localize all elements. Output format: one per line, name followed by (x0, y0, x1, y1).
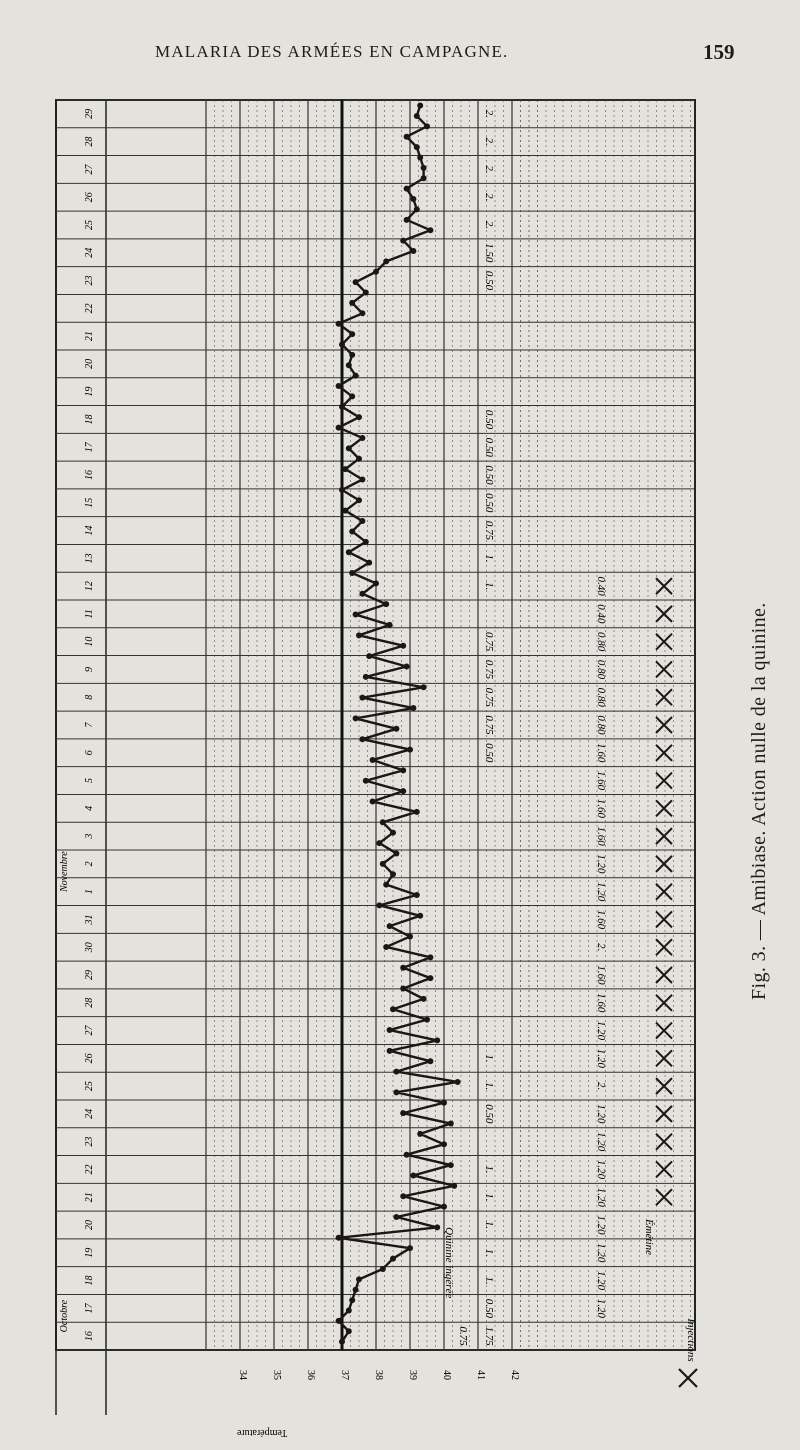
temperature-point (417, 103, 423, 109)
temperature-point (356, 632, 362, 638)
injection-cross (656, 773, 672, 789)
injection-cross (656, 1078, 672, 1094)
quinine-dose-label: 1. (483, 1054, 495, 1063)
injection-cross (656, 939, 672, 955)
y-tick-label: 38 (373, 1370, 384, 1380)
emetine-dose-label: 1.20 (595, 1104, 607, 1124)
temperature-point (346, 549, 352, 555)
temperature-point (393, 1214, 399, 1220)
temperature-point (336, 1235, 342, 1241)
temperature-point (339, 1339, 345, 1345)
figure-caption: Fig. 3. — Amibiase. Action nulle de la quinine. (748, 602, 770, 1000)
y-tick-label: 42 (509, 1370, 520, 1380)
temperature-point (359, 518, 365, 524)
temperature-point (353, 1287, 359, 1293)
emetine-dose-label: 1.20 (595, 1298, 607, 1318)
temperature-point (400, 767, 406, 773)
temperature-point (363, 539, 369, 545)
x-tick-label: 25 (84, 1081, 95, 1092)
temperature-point (370, 757, 376, 763)
temperature-point (342, 466, 348, 472)
temperature-point (421, 996, 427, 1002)
x-tick-label: 12 (84, 581, 95, 592)
temperature-point (414, 892, 420, 898)
temperature-point (336, 425, 342, 431)
emetine-dose-label: 1.60 (595, 965, 607, 985)
temperature-point (434, 1037, 440, 1043)
injection-cross (656, 856, 672, 872)
temperature-point (380, 861, 386, 867)
emetine-dose-label: 0.80 (595, 659, 607, 680)
temperature-point (359, 477, 365, 483)
quinine-dose-label: 1. (483, 1165, 495, 1174)
temperature-point (363, 778, 369, 784)
quinine-dose-label: 0.50 (483, 493, 495, 513)
temperature-point (353, 612, 359, 618)
temperature-point (410, 196, 416, 202)
temperature-point (424, 1017, 430, 1023)
quinine-dose-label: 0.50 (483, 437, 495, 457)
temperature-point (441, 1141, 447, 1147)
injection-cross (656, 1189, 672, 1205)
temperature-point (390, 1256, 396, 1262)
x-tick-label: 23 (84, 1136, 95, 1147)
y-tick-label: 39 (407, 1370, 418, 1380)
temperature-point (427, 975, 433, 981)
emetine-dose-label: 1.20 (595, 1270, 607, 1291)
y-tick-label: 36 (305, 1370, 316, 1380)
temperature-point (366, 653, 372, 659)
x-tick-label: 17 (84, 1303, 95, 1314)
x-tick-label: 20 (84, 358, 95, 369)
temperature-point (410, 248, 416, 254)
emetine-dose-label: 1.20 (595, 1243, 607, 1263)
quinine-dose-label: 1. (483, 581, 495, 591)
x-tick-label: 26 (84, 1053, 95, 1064)
temperature-point (336, 321, 342, 327)
temperature-point (387, 622, 393, 628)
temperature-point (417, 1131, 423, 1137)
temperature-point (390, 1006, 396, 1012)
quinine-dose-label: 2. (483, 137, 495, 146)
injection-cross (656, 578, 672, 594)
temperature-point (349, 300, 355, 306)
quinine-dose-label: 0.50 (483, 409, 495, 430)
temperature-point (356, 414, 362, 420)
temperature-point (383, 944, 389, 950)
temperature-point (393, 726, 399, 732)
temperature-point (455, 1079, 461, 1085)
x-tick-label: 11 (84, 609, 95, 619)
quinine-dose-label: 1. (483, 1081, 495, 1091)
injection-cross (656, 911, 672, 927)
temperature-point (373, 269, 379, 275)
emetine-dose-label: 0.80 (595, 715, 607, 735)
temperature-point (414, 144, 420, 150)
x-tick-label: 18 (84, 414, 95, 425)
emetine-dose-label: 1.20 (595, 1159, 607, 1180)
temperature-point (427, 1058, 433, 1064)
temperature-point (400, 643, 406, 649)
temperature-point (346, 1308, 352, 1314)
x-tick-label: 30 (84, 942, 95, 953)
x-tick-label: 22 (84, 1164, 95, 1175)
emetine-dose-label: 1.20 (595, 1215, 607, 1235)
emetine-dose-label: 1.60 (595, 798, 607, 818)
x-tick-label: 26 (84, 192, 95, 203)
emetine-dose-label: 1.20 (595, 1187, 607, 1207)
chart-marks (336, 103, 697, 1387)
y-tick-label: 37 (339, 1370, 350, 1380)
temperature-point (346, 1328, 352, 1334)
temperature-point (407, 747, 413, 753)
temperature-point (390, 830, 396, 836)
x-tick-label: 27 (84, 1025, 95, 1036)
y-tick-label: 34 (237, 1370, 248, 1380)
injection-cross (656, 1106, 672, 1122)
temperature-point (414, 809, 420, 815)
quinine-dose-label: 0.75 (483, 520, 495, 541)
injection-legend-icon (679, 1369, 697, 1387)
temperature-point (387, 1048, 393, 1054)
temperature-point (339, 487, 345, 493)
temperature-point (390, 871, 396, 877)
injection-cross (656, 995, 672, 1011)
temperature-point (359, 695, 365, 701)
injection-cross (656, 1134, 672, 1150)
temperature-point (363, 674, 369, 680)
temperature-point (404, 186, 410, 192)
temperature-point (427, 227, 433, 233)
temperature-point (404, 217, 410, 223)
injection-cross (656, 689, 672, 705)
temperature-point (393, 1069, 399, 1075)
temperature-point (353, 715, 359, 721)
quinine-dose-label: 0.50 (483, 270, 495, 291)
temperature-point (427, 954, 433, 960)
temperature-point (400, 1110, 406, 1116)
x-tick-label: 16 (84, 1331, 95, 1342)
quinine-dose-label: 0.75 (457, 1326, 469, 1346)
x-tick-label: 7 (84, 722, 95, 728)
injection-cross (656, 800, 672, 816)
temperature-point (407, 934, 413, 940)
temperature-point (356, 456, 362, 462)
emetine-dose-label: 2. (595, 943, 607, 952)
page-number: 159 (703, 40, 735, 64)
quinine-dose-label: 1. (483, 1220, 495, 1230)
x-tick-label: 13 (84, 553, 95, 564)
injection-cross (656, 1023, 672, 1039)
emetine-dose-label: 1.20 (595, 1048, 607, 1068)
temperature-point (400, 238, 406, 244)
injection-cross (656, 606, 672, 622)
temperature-point (353, 279, 359, 285)
y-tick-label: 40 (441, 1370, 452, 1380)
emetine-dose-label: 0.80 (595, 632, 607, 652)
emetine-dose-label: 1.60 (595, 909, 607, 930)
quinine-dose-label: 0.50 (483, 1104, 495, 1124)
temperature-point (346, 445, 352, 451)
temperature-point (414, 113, 420, 119)
emetine-dose-label: 1.60 (595, 826, 607, 846)
temperature-point (349, 1297, 355, 1303)
temperature-point (383, 258, 389, 264)
temperature-point (410, 1172, 416, 1178)
x-tick-label: 31 (84, 914, 95, 925)
temperature-point (448, 1121, 454, 1127)
x-tick-label: 21 (84, 1192, 95, 1203)
injection-cross (656, 828, 672, 844)
temperature-point (400, 788, 406, 794)
injection-cross (656, 967, 672, 983)
temperature-point (451, 1183, 457, 1189)
temperature-point (346, 362, 352, 368)
x-tick-label: 29 (84, 108, 95, 119)
emetine-dose-label: 1.20 (595, 854, 607, 874)
temperature-point (400, 985, 406, 991)
quinine-dose-label: 0.50 (483, 1298, 495, 1318)
temperature-point (434, 1224, 440, 1230)
injection-cross (656, 717, 672, 733)
temperature-point (349, 528, 355, 534)
emetine-row-annotation: Émétine (643, 1218, 655, 1256)
temperature-point (421, 165, 427, 171)
x-tick-label: 9 (84, 666, 95, 672)
quinine-dose-label: 0.75 (483, 632, 495, 652)
temperature-point (376, 902, 382, 908)
temperature-point (376, 840, 382, 846)
temperature-point (387, 923, 393, 929)
temperature-point (393, 850, 399, 856)
temperature-point (387, 1027, 393, 1033)
temperature-point (424, 123, 430, 129)
temperature-point (393, 1089, 399, 1095)
x-tick-label: 19 (84, 386, 95, 397)
emetine-dose-label: 0.40 (595, 604, 607, 624)
temperature-point (349, 393, 355, 399)
y-axis-label: Température (236, 1427, 288, 1438)
x-tick-label: 21 (84, 331, 95, 342)
temperature-point (441, 1204, 447, 1210)
x-tick-label: 16 (84, 470, 95, 480)
emetine-dose-label: 1.20 (595, 1020, 607, 1041)
x-tick-label: 28 (84, 997, 95, 1008)
quinine-dose-label: 1. (483, 1276, 495, 1285)
quinine-dose-label: 2. (483, 193, 495, 202)
temperature-point (359, 310, 365, 316)
injection-cross (656, 1161, 672, 1177)
quinine-dose-label: 2. (483, 165, 495, 174)
temperature-point (407, 1245, 413, 1251)
injection-cross (656, 745, 672, 761)
x-tick-label: 27 (84, 164, 95, 175)
temperature-point (359, 435, 365, 441)
temperature-line (339, 106, 458, 1342)
quinine-dose-label: 1.75 (483, 1326, 495, 1346)
x-tick-label: 19 (84, 1247, 95, 1258)
injection-cross (656, 634, 672, 650)
temperature-point (353, 373, 359, 379)
temperature-point (356, 1276, 362, 1282)
quinine-dose-label: 0.75 (483, 659, 495, 680)
emetine-dose-label: 0.40 (595, 576, 607, 596)
quinine-dose-label: 1. (483, 1193, 495, 1202)
emetine-dose-label: 1.60 (595, 993, 607, 1013)
temperature-point (421, 175, 427, 181)
x-tick-label: 25 (84, 220, 95, 230)
x-tick-label: 6 (84, 750, 95, 756)
temperature-point (404, 663, 410, 669)
x-tick-label: 18 (84, 1275, 95, 1286)
x-tick-label: 4 (84, 805, 95, 811)
temperature-point (404, 134, 410, 140)
temperature-point (441, 1100, 447, 1106)
month-label: Octobre (59, 1299, 70, 1333)
temperature-point (339, 341, 345, 347)
temperature-point (356, 497, 362, 503)
y-tick-label: 35 (271, 1370, 282, 1380)
temperature-point (342, 508, 348, 514)
temperature-point (336, 1318, 342, 1324)
temperature-point (383, 601, 389, 607)
quinine-dose-label: 2. (483, 220, 495, 230)
quinine-row-annotation: Quinine ingérée (443, 1227, 455, 1299)
x-tick-label: 8 (84, 694, 95, 700)
temperature-point (400, 1193, 406, 1199)
temperature-point (383, 882, 389, 888)
temperature-point (336, 383, 342, 389)
x-tick-label: 17 (84, 442, 95, 453)
temperature-point (414, 206, 420, 212)
quinine-dose-label: 0.50 (483, 465, 495, 485)
temperature-point (404, 1152, 410, 1158)
temperature-point (366, 560, 372, 566)
x-tick-label: 20 (84, 1220, 95, 1230)
injection-legend-label: Injections (685, 1318, 697, 1362)
quinine-dose-label: 1. (483, 554, 495, 563)
temperature-point (417, 913, 423, 919)
injection-cross (656, 1050, 672, 1066)
temperature-point (349, 331, 355, 337)
emetine-dose-label: 1.60 (595, 743, 607, 763)
x-tick-label: 24 (84, 247, 95, 258)
quinine-dose-label: 1. (483, 1248, 495, 1257)
running-title: MALARIA DES ARMÉES EN CAMPAGNE. (155, 42, 509, 61)
temperature-point (380, 819, 386, 825)
temperature-point (380, 1266, 386, 1272)
x-tick-label: 5 (84, 778, 95, 784)
x-tick-label: 1 (84, 889, 95, 895)
quinine-dose-label: 1.50 (483, 243, 495, 263)
x-tick-label: 10 (84, 636, 95, 647)
x-tick-label: 23 (84, 275, 95, 286)
temperature-point (421, 684, 427, 690)
x-tick-label: 15 (84, 497, 95, 508)
x-tick-label: 29 (84, 970, 95, 980)
x-tick-label: 2 (84, 861, 95, 867)
temperature-point (417, 154, 423, 160)
emetine-dose-label: 1.60 (595, 770, 607, 791)
temperature-point (359, 736, 365, 742)
temperature-point (373, 580, 379, 586)
temperature-point (448, 1162, 454, 1168)
x-tick-label: 28 (84, 136, 95, 147)
temperature-point (349, 570, 355, 576)
y-tick-label: 41 (475, 1370, 486, 1380)
temperature-point (349, 352, 355, 358)
emetine-dose-label: 1.20 (595, 882, 607, 902)
emetine-dose-label: 0.80 (595, 687, 607, 707)
quinine-dose-label: 0.75 (483, 687, 495, 707)
emetine-dose-label: 1.20 (595, 1132, 607, 1152)
temperature-point (359, 591, 365, 597)
temperature-point (400, 965, 406, 971)
month-label: Novembre (59, 851, 70, 893)
temperature-point (339, 404, 345, 410)
temperature-point (370, 799, 376, 805)
temperature-point (363, 290, 369, 296)
x-tick-label: 24 (84, 1108, 95, 1119)
x-tick-label: 22 (84, 303, 95, 314)
temperature-point (410, 705, 416, 711)
x-tick-label: 14 (84, 525, 95, 536)
injection-cross (656, 884, 672, 900)
x-tick-label: 3 (84, 833, 95, 839)
quinine-dose-label: 0.75 (483, 715, 495, 735)
quinine-dose-label: 0.50 (483, 743, 495, 763)
emetine-dose-label: 2. (595, 1081, 607, 1091)
quinine-dose-label: 2. (483, 109, 495, 119)
injection-cross (656, 661, 672, 677)
